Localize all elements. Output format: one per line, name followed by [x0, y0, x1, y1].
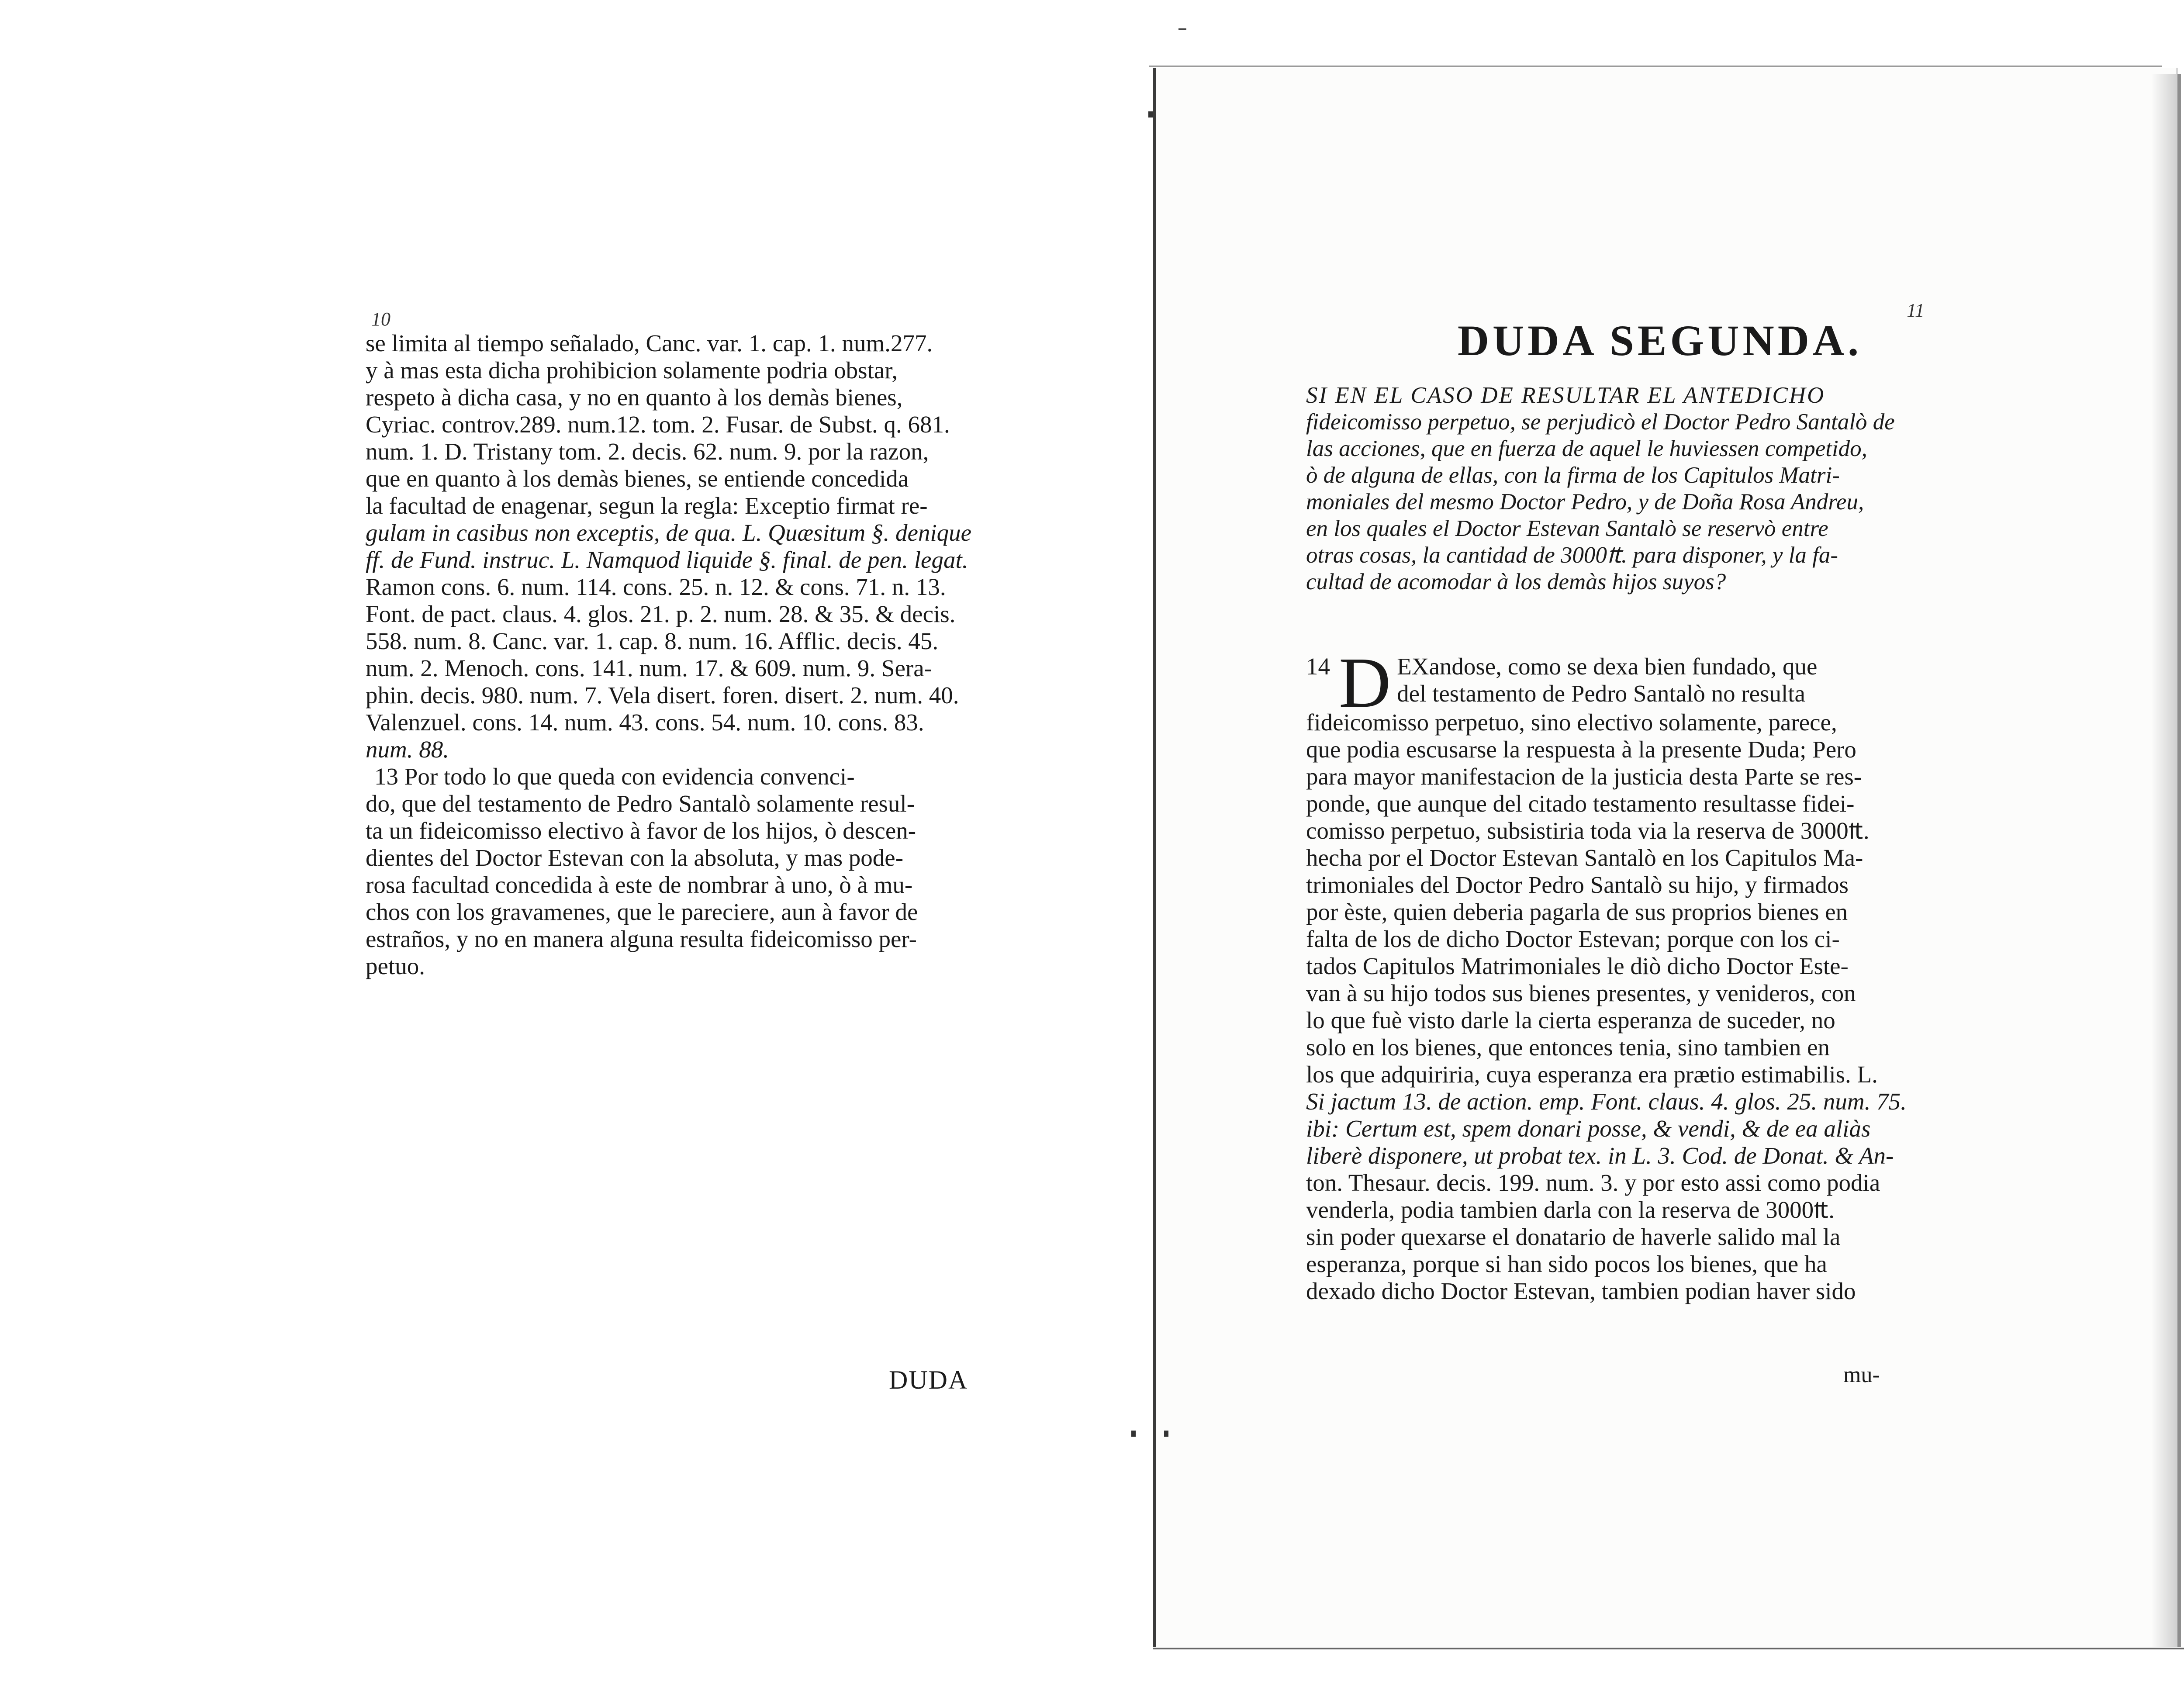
drop-cap: D [1339, 653, 1391, 709]
text-line: ton. Thesaur. decis. 199. num. 3. y por esto assi como podia [1306, 1169, 1880, 1196]
text-line: dientes del Doctor Estevan con la absoluta, y mas pode- [366, 844, 904, 871]
spine-mark [1178, 28, 1186, 30]
answer-body [1306, 653, 1907, 1305]
heading-line: en los quales el Doctor Estevan Santalò se reservò entre [1306, 516, 1828, 541]
heading-line: fideicomisso perpetuo, se perjudicò el Doctor Pedro Santalò de [1306, 409, 1895, 435]
heading-line: cultad de acomodar à los demàs hijos suyos? [1306, 569, 1726, 594]
text-line: 13 Por todo lo que queda con evidencia convenci- [374, 763, 855, 790]
text-line: falta de los de dicho Doctor Estevan; porque con los ci- [1306, 926, 1840, 952]
page-edge-right [2177, 74, 2181, 1647]
binding-mark [1131, 1431, 1136, 1437]
text-line: ibi: Certum est, spem donari posse, & vendi, & de ea aliàs [1306, 1115, 1871, 1142]
question-heading [1306, 382, 1895, 595]
text-line: sin poder quexarse el donatario de haverle salido mal la [1306, 1224, 1841, 1250]
text-line: num. 2. Menoch. cons. 141. num. 17. & 609. num. 9. Sera- [366, 655, 932, 681]
text-line: y à mas esta dicha prohibicion solamente podria obstar, [366, 357, 898, 384]
text-line: num. 88. [366, 736, 449, 763]
text-line: solo en los bienes, que entonces tenia, sino tambien en [1306, 1034, 1830, 1061]
text-line: por èste, quien deberia pagarla de sus proprios bienes en [1306, 899, 1848, 925]
heading-line: ò de alguna de ellas, con la firma de los Capitulos Matri- [1306, 463, 1840, 488]
text-line: los que adquiriria, cuya esperanza era prætio estimabilis. L. [1306, 1061, 1878, 1088]
page-edge-top [1149, 66, 2162, 67]
text-line: venderla, podia tambien darla con la reserva de 3000₶. [1306, 1196, 1835, 1223]
text-line: trimoniales del Doctor Pedro Santalò su hijo, y firmados [1306, 871, 1849, 898]
page-number-right: 11 [1907, 300, 1925, 321]
catchword-left: DUDA [889, 1365, 968, 1394]
text-line: Font. de pact. claus. 4. glos. 21. p. 2. num. 28. & 35. & decis. [366, 601, 956, 627]
text-line: hecha por el Doctor Estevan Santalò en los Capitulos Ma- [1306, 844, 1863, 871]
text-line: tados Capitulos Matrimoniales le diò dicho Doctor Este- [1306, 953, 1849, 979]
text-line: Si jactum 13. de action. emp. Font. claus. 4. glos. 25. num. 75. [1306, 1088, 1907, 1115]
text-line: do, que del testamento de Pedro Santalò solamente resul- [366, 790, 915, 817]
text-line: que en quanto à los demàs bienes, se entiende concedida [366, 465, 909, 492]
heading-line: SI EN EL CASO DE RESULTAR EL ANTEDICHO [1306, 383, 1825, 408]
text-line: se limita al tiempo señalado, Canc. var. 1. cap. 1. num.277. [366, 330, 933, 356]
text-line: chos con los gravamenes, que le pareciere, aun à favor de [366, 899, 918, 925]
text-line: fideicomisso perpetuo, sino electivo solamente, parece, [1306, 709, 1837, 736]
text-line: lo que fuè visto darle la cierta esperanza de suceder, no [1306, 1007, 1835, 1033]
text-line: esperanza, porque si han sido pocos los bienes, que ha [1306, 1251, 1827, 1277]
binding-mark [1164, 1431, 1168, 1437]
binding-mark [1148, 111, 1153, 118]
catchword-right: mu- [1843, 1362, 1880, 1387]
heading-line: otras cosas, la cantidad de 3000₶. para disponer, y la fa- [1306, 543, 1838, 568]
page-edge-shadow [2151, 74, 2177, 1647]
text-line: dexado dicho Doctor Estevan, tambien podian haver sido [1306, 1278, 1856, 1304]
text-line: gulam in casibus non exceptis, de qua. L. Quæsitum §. denique [366, 519, 972, 546]
paragraph-number: 14 [1306, 653, 1330, 680]
text-line: la facultad de enagenar, segun la regla: Exceptio firmat re- [366, 492, 928, 519]
page-number-left: 10 [371, 308, 390, 330]
heading-line: las acciones, que en fuerza de aquel le huviessen competido, [1306, 436, 1867, 461]
text-line: que podia escusarse la respuesta à la presente Duda; Pero [1306, 736, 1856, 763]
text-line: ta un fideicomisso electivo à favor de los hijos, ò descen- [366, 817, 916, 844]
text-line: del testamento de Pedro Santalò no resulta [1397, 680, 1805, 707]
text-line: EXandose, como se dexa bien fundado, que [1397, 653, 1818, 680]
text-line: respeto à dicha casa, y no en quanto à los demàs bienes, [366, 384, 903, 411]
text-line: ponde, que aunque del citado testamento resultasse fidei- [1306, 790, 1855, 817]
text-line: 558. num. 8. Canc. var. 1. cap. 8. num. 16. Afflic. decis. 45. [366, 628, 939, 654]
text-line: ff. de Fund. instruc. L. Namquod liquide §. final. de pen. legat. [366, 546, 968, 573]
text-line: Valenzuel. cons. 14. num. 43. cons. 54. num. 10. cons. 83. [366, 709, 924, 736]
text-line: para mayor manifestacion de la justicia desta Parte se res- [1306, 763, 1862, 790]
text-line: phin. decis. 980. num. 7. Vela disert. foren. disert. 2. num. 40. [366, 682, 959, 709]
text-line: num. 1. D. Tristany tom. 2. decis. 62. num. 9. por la razon, [366, 438, 929, 465]
text-line: rosa facultad concedida à este de nombrar à uno, ò à mu- [366, 871, 913, 898]
text-line: van à su hijo todos sus bienes presentes, y venideros, con [1306, 980, 1856, 1006]
text-line: estraños, y no en manera alguna resulta fideicomisso per- [366, 926, 917, 952]
heading-line: moniales del mesmo Doctor Pedro, y de Doña Rosa Andreu, [1306, 489, 1864, 515]
text-line: petuo. [366, 953, 425, 979]
page-edge-bottom [1153, 1648, 2184, 1649]
left-page-text [366, 330, 999, 980]
text-line: Cyriac. controv.289. num.12. tom. 2. Fusar. de Subst. q. 681. [366, 411, 950, 438]
text-line: comisso perpetuo, subsistiria toda via la reserva de 3000₶. [1306, 817, 1870, 844]
text-line: liberè disponere, ut probat tex. in L. 3. Cod. de Donat. & An- [1306, 1142, 1894, 1169]
text-line: Ramon cons. 6. num. 114. cons. 25. n. 12. & cons. 71. n. 13. [366, 574, 946, 600]
section-title: DUDA SEGUNDA. [1457, 316, 1863, 365]
